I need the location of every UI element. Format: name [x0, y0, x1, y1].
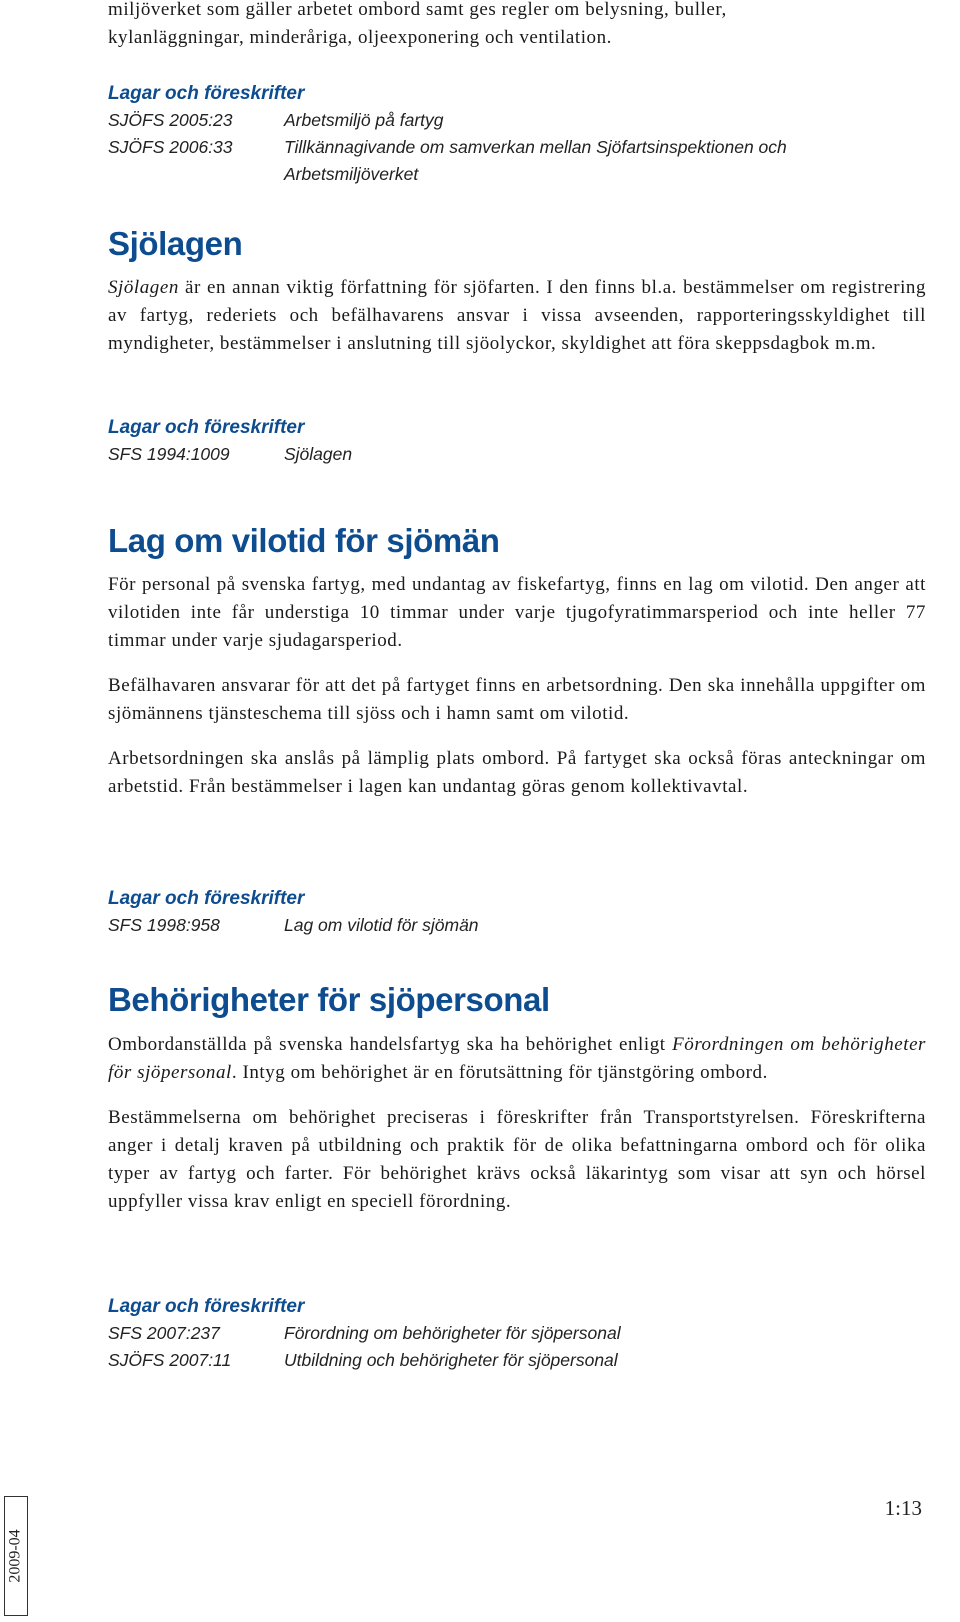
vilotid-body: [108, 571, 926, 801]
reference-title: Sjölagen: [284, 444, 353, 464]
section-heading-sjolagen: Sjölagen: [108, 225, 243, 262]
reference-row: [108, 107, 926, 134]
references-block-2: [108, 414, 926, 468]
reference-row: [108, 441, 926, 468]
behorighet-emphasis: Förordningen om behörigheter för sjöpersonal: [108, 1034, 926, 1083]
reference-title: Arbetsmiljö på fartyg: [284, 110, 444, 130]
references-block-1: [108, 80, 926, 188]
references-heading: Lagar och föreskrifter: [108, 83, 305, 104]
intro-line-2: kylanläggningar, minderåriga, oljeexponering och ventilation.: [108, 27, 612, 48]
sjolagen-paragraph: [108, 274, 926, 358]
behorighet-text-b: . Intyg om behörighet är en förutsättning för tjänstgöring ombord.: [231, 1062, 768, 1083]
reference-title-line-2: Arbetsmiljöverket: [284, 164, 419, 184]
reference-title: Förordning om behörigheter för sjöpersonal: [284, 1323, 621, 1343]
behorighet-paragraph-2: Bestämmelserna om behörighet preciseras i föreskrifter från Transportstyrelsen. Föreskrifterna anger i detalj kraven på utbildning och praktik för de olika befattningarna ombord och för olika typer av fartyg och farter. För behörighet krävs också läkarintyg som visar att syn och hörsel uppfyller vissa krav enligt en speciell förordning.: [108, 1107, 926, 1212]
page-number: 1:13: [884, 1496, 922, 1520]
behorighet-text-a: Ombordanställda på svenska handelsfartyg ska ha behörighet enligt: [108, 1034, 673, 1055]
vilotid-paragraph-2: Befälhavaren ansvarar för att det på fartyget finns en arbetsordning. Den ska innehålla uppgifter om sjömännens tjänsteschema till sjöss och i hamn samt om vilotid.: [108, 675, 926, 724]
section-heading-behorigheter: Behörigheter för sjöpersonal: [108, 981, 550, 1018]
behorighet-paragraph-1: [108, 1031, 926, 1087]
sjolagen-paragraph-wrap: [108, 274, 926, 358]
vilotid-paragraph-1: För personal på svenska fartyg, med undantag av fiskefartyg, finns en lag om vilotid. Den anger att vilotiden inte får understiga 10 timmar under varje tjugofyratimmarsperiod och inte heller 77 timmar under varje sjudagarsperiod.: [108, 574, 926, 651]
references-heading: Lagar och föreskrifter: [108, 1296, 305, 1317]
footer-date: 2009-04: [7, 1529, 25, 1583]
vilotid-paragraph-3: Arbetsordningen ska anslås på lämplig plats ombord. På fartyget ska också föras anteckningar om arbetstid. Från bestämmelser i lagen kan undantag göras genom kollektivavtal.: [108, 748, 926, 797]
reference-title: Utbildning och behörigheter för sjöpersonal: [284, 1350, 618, 1370]
reference-code: SFS 1998:958: [108, 915, 220, 935]
footer-date-box: [4, 1496, 28, 1616]
references-heading: Lagar och föreskrifter: [108, 888, 305, 909]
reference-title-line-1: Tillkännagivande om samverkan mellan Sjöfartsinspektionen och: [284, 137, 787, 157]
intro-paragraph: [108, 0, 926, 52]
reference-code: SJÖFS 2006:33: [108, 137, 233, 157]
references-block-4: [108, 1293, 926, 1374]
behorighet-body: [108, 1031, 926, 1216]
references-block-3: [108, 885, 926, 939]
reference-title: [284, 134, 926, 188]
sjolagen-emphasis: Sjölagen: [108, 277, 179, 298]
reference-row: [108, 134, 926, 188]
section-heading-vilotid: Lag om vilotid för sjömän: [108, 522, 500, 559]
reference-code: SJÖFS 2007:11: [108, 1350, 232, 1370]
reference-code: SFS 1994:1009: [108, 444, 230, 464]
reference-code: SJÖFS 2005:23: [108, 110, 233, 130]
references-heading: Lagar och föreskrifter: [108, 417, 305, 438]
reference-title: Lag om vilotid för sjömän: [284, 915, 479, 935]
reference-row: [108, 912, 926, 939]
sjolagen-text: är en annan viktig författning för sjöfarten. I den finns bl.a. bestämmelser om registrering av fartyg, rederiets och befälhavarens ansvar i vissa avseenden, rapporteringsskyldighet till myndigheter, bestämmelser i anslutning till sjöolyckor, skyldighet att föra skeppsdagbok m.m.: [108, 277, 926, 354]
intro-line-1: miljöverket som gäller arbetet ombord samt ges regler om belysning, buller,: [108, 0, 727, 20]
reference-code: SFS 2007:237: [108, 1323, 220, 1343]
reference-row: [108, 1347, 926, 1374]
reference-row: [108, 1320, 926, 1347]
